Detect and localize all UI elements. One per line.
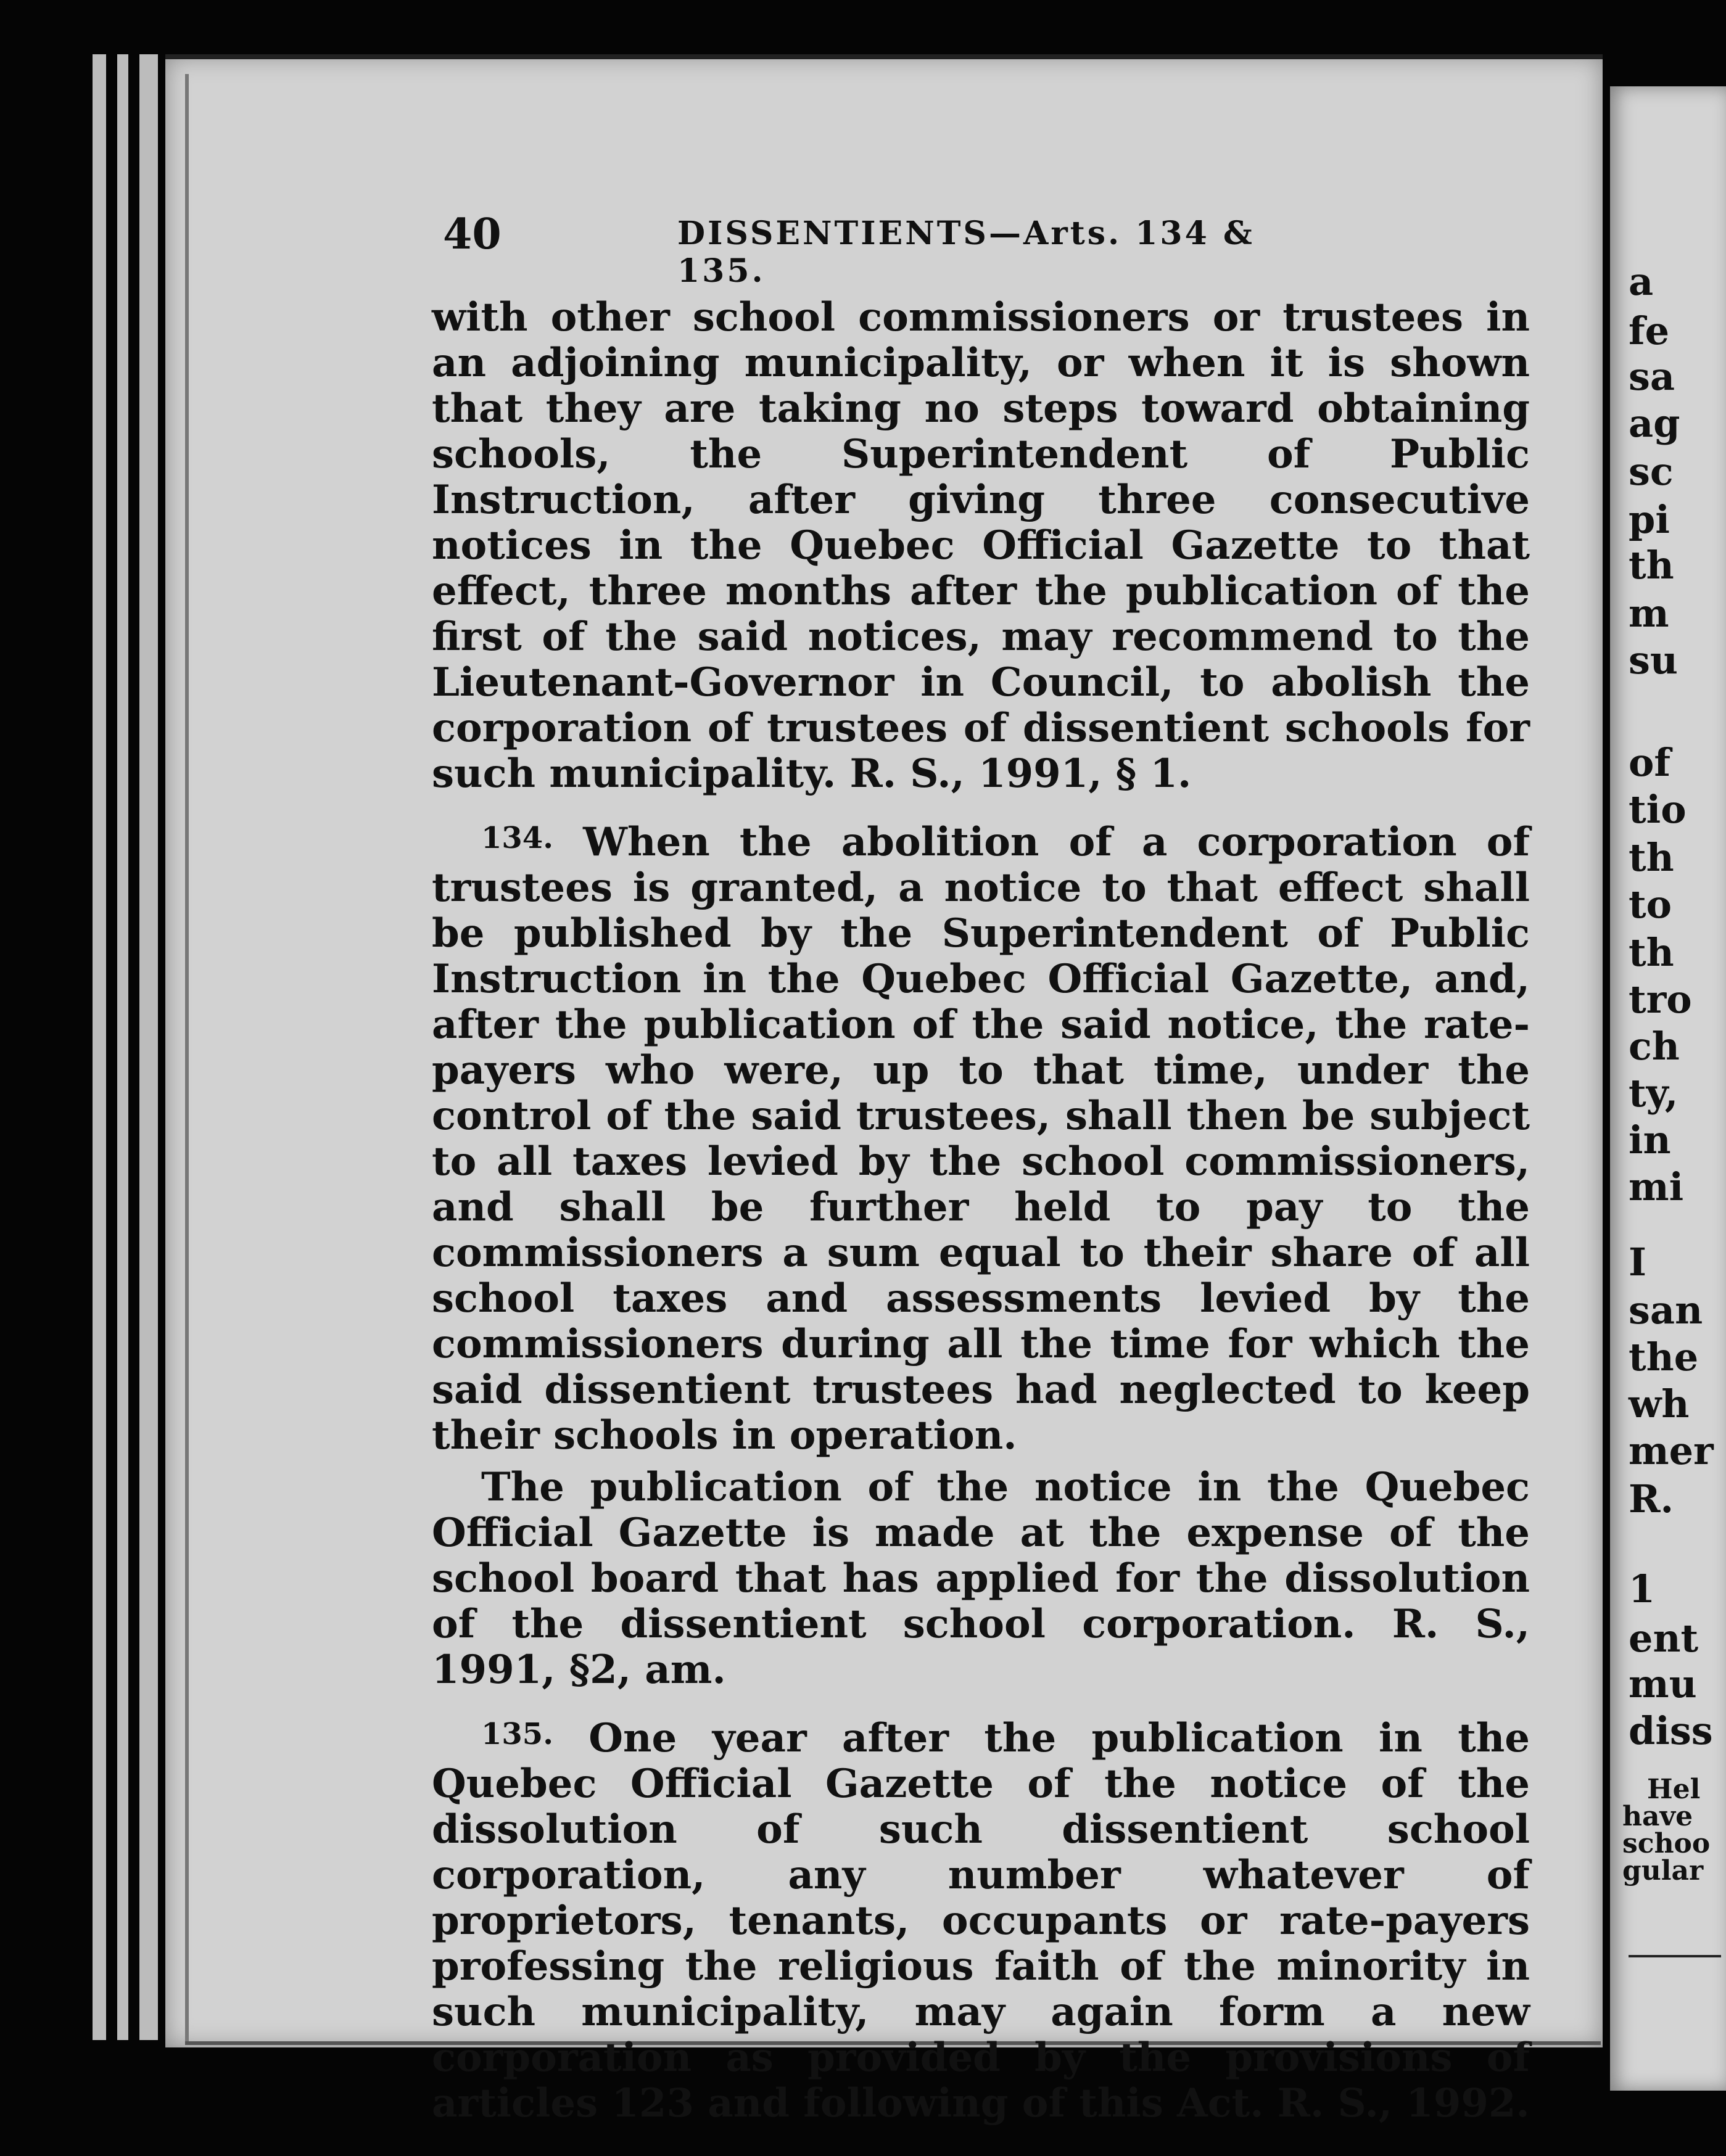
article-135 (432, 1711, 1530, 2126)
cropped-text-fragment: mer (1629, 1428, 1714, 1473)
cropped-text-fragment: su (1629, 638, 1678, 683)
cropped-text-fragment: ty, (1629, 1071, 1679, 1116)
cropped-text-fragment: pi (1629, 497, 1670, 542)
cropped-text-fragment: gular (1622, 1855, 1704, 1886)
page-top-rule (165, 54, 1603, 59)
cropped-text-fragment: I (1629, 1240, 1647, 1285)
cropped-text-fragment: sc (1629, 449, 1674, 494)
article-134-second-paragraph: The publication of the notice in the Quebec Official Gazette is made at the expense of the school board that has applied for the dissolution of the dissentient school corporation. R. S., 1991, §2, am. (432, 1464, 1530, 1693)
page-edge-stack (117, 54, 128, 2040)
cropped-text-fragment: th (1629, 930, 1674, 975)
cropped-text-fragment: m (1629, 591, 1669, 636)
cropped-text-fragment: to (1629, 882, 1672, 927)
page-number: 40 (443, 210, 502, 259)
cropped-text-fragment: th (1629, 835, 1674, 880)
cropped-text-fragment: sa (1629, 354, 1675, 399)
cropped-text-fragment: ag (1629, 401, 1680, 446)
cropped-text-fragment: the (1629, 1335, 1699, 1380)
running-title: DISSENTIENTS—Arts. 134 & 135. (677, 215, 1255, 290)
cropped-text-fragment: schoo (1622, 1828, 1711, 1859)
article-number: 134. (481, 821, 553, 855)
cropped-text-fragment: san (1629, 1288, 1703, 1333)
cropped-text-fragment: fe (1629, 308, 1670, 353)
article-text: When the abolition of a corporation of trustees is granted, a notice to that effect shall be published by the Superintendent of Public Instruction in the Quebec Official Gazette, and, after the publication of the said notice, the rate-payers who were, up to that time, under the control of the said trustees, shall then be subject to all taxes levied by the school commissioners, and shall be further held to pay to the commissioners a sum equal to their share of all school taxes and assessments levied by the commissioners during all the time for which the said dissentient trustees had neglected to keep their schools in operation. (432, 819, 1530, 1459)
footnote-rule (1629, 1955, 1721, 1957)
intro-paragraph: with other school commissioners or trustees in an adjoining municipality, or when it is shown that they are taking no steps toward obtaining schools, the Superintendent of Public Instruction, after giving three consecutive notices in the Quebec Official Gazette to that effect, three months after the publication of the first of the said notices, may recommend to the Lieutenant-Governor in Council, to abolish the corporation of trustees of dissentient schools for such municipality. R. S., 1991, § 1. (432, 294, 1530, 797)
article-number: 135. (481, 1717, 553, 1751)
cropped-text-fragment: diss (1629, 1708, 1713, 1753)
cropped-text-fragment: tio (1629, 787, 1687, 832)
page-left-rule (185, 74, 189, 2044)
cropped-text-fragment: Hel (1647, 1774, 1701, 1805)
article-text: One year after the publication in the Quebec Official Gazette of the notice of the dissolution of such dissentient school corporation, any number whatever of proprietors, tenants, occupants or rate-payers professing the religious faith of the minority in such municipality, may again form a new corporation as provided by the provisions of articles 123 and following of this Act. R. S., 1992. (432, 1715, 1530, 2126)
cropped-text-fragment: a (1629, 259, 1654, 304)
cropped-text-fragment: wh (1629, 1381, 1690, 1426)
page-header (443, 210, 1307, 290)
book-page-right-edge (1610, 86, 1726, 2091)
cropped-text-fragment: 1 (1629, 1566, 1656, 1611)
cropped-text-fragment: tro (1629, 977, 1692, 1022)
cropped-text-fragment: th (1629, 543, 1674, 588)
cropped-text-fragment: ch (1629, 1024, 1680, 1069)
cropped-text-fragment: have (1622, 1801, 1693, 1832)
cropped-text-fragment: ent (1629, 1616, 1699, 1661)
page-edge-stack (93, 54, 106, 2040)
cropped-text-fragment: in (1629, 1117, 1671, 1162)
article-134 (432, 815, 1530, 1459)
cropped-text-fragment: mu (1629, 1661, 1697, 1706)
cropped-text-fragment: R. (1629, 1476, 1674, 1521)
cropped-text-fragment: of (1629, 740, 1671, 785)
page-edge-stack (139, 54, 158, 2040)
page-body (432, 295, 1530, 2145)
cropped-text-fragment: mi (1629, 1164, 1684, 1209)
